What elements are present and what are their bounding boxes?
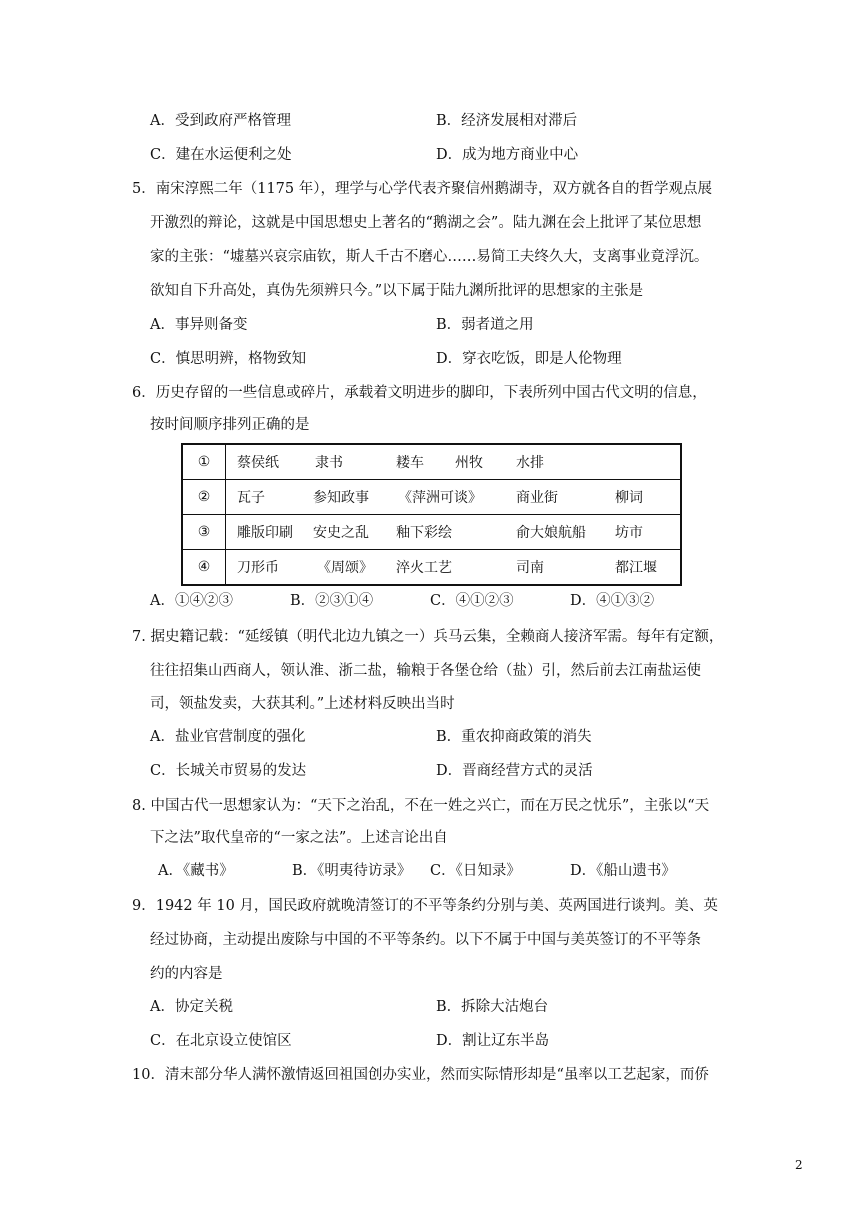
q5-stem-line-1: 5．南宋淳熙二年（1175 年），理学与心学代表齐聚信州鹅湖寺，双方就各自的哲学观点展	[132, 181, 712, 197]
table-cell: 釉下彩绘	[396, 525, 452, 541]
q4-option-d: D．成为地方商业中心	[436, 147, 579, 163]
q5-option-a: A．事异则备变	[150, 317, 248, 333]
table-cell: 州牧	[455, 455, 483, 471]
q5-option-b: B．弱者道之用	[436, 317, 534, 333]
q7-option-d: D．晋商经营方式的灵活	[436, 763, 593, 779]
table-row-content	[226, 444, 682, 480]
q9-stem-line-2: 经过协商，主动提出废除与中国的不平等条约。以下不属于中国与美英签订的不平等条	[150, 932, 701, 948]
table-row-content	[226, 515, 682, 550]
table-cell: 刀形币	[237, 560, 279, 576]
q6-info-table	[181, 443, 682, 586]
q8-option-d: D．《船山遗书》	[570, 863, 676, 879]
q9-option-a: A．协定关税	[150, 999, 233, 1015]
q9-option-c: C．在北京设立使馆区	[150, 1033, 292, 1049]
q9-stem-line-1: 9．1942 年 10 月，国民政府就晚清签订的不平等条约分别与美、英两国进行谈判。美、英	[132, 898, 718, 914]
q7-stem-line-2: 往往招集山西商人，领认淮、浙二盐，输粮于各堡仓给（盐）引，然后前去江南盐运使	[150, 663, 701, 679]
q4-option-b: B．经济发展相对滞后	[436, 113, 578, 129]
q7-stem-line-1: 7. 据史籍记载：“延绥镇（明代北边九镇之一）兵马云集，全赖商人接济军需。每年有定额，	[132, 629, 724, 645]
q5-stem-line-4: 欲知自下升高处，真伪先须辨只今。”以下属于陆九渊所批评的思想家的主张是	[150, 283, 644, 299]
table-cell: 淬火工艺	[396, 560, 452, 576]
q9-option-d: D．割让辽东半岛	[436, 1033, 550, 1049]
table-cell: 参知政事	[313, 490, 369, 506]
table-cell: 水排	[516, 455, 544, 471]
table-row-content	[226, 550, 682, 586]
q7-option-a: A．盐业官营制度的强化	[150, 729, 306, 745]
table-cell: 《萍洲可谈》	[398, 490, 482, 506]
table-row-number: ③	[182, 515, 226, 550]
table-cell: 蔡侯纸	[237, 455, 279, 471]
table-cell: 瓦子	[237, 490, 265, 506]
table-cell: 柳词	[615, 490, 643, 506]
q9-option-b: B．拆除大沽炮台	[436, 999, 549, 1015]
table-cell: 商业街	[516, 490, 558, 506]
table-row-number: ④	[182, 550, 226, 586]
q5-stem-line-2: 开激烈的辩论，这就是中国思想史上著名的“鹅湖之会”。陆九渊在会上批评了某位思想	[150, 215, 702, 231]
table-cell: 《周颂》	[317, 560, 373, 576]
q8-option-b: B．《明夷待访录》	[292, 863, 412, 879]
table-cell: 隶书	[315, 455, 343, 471]
table-row	[182, 515, 681, 550]
table-cell: 雕版印刷	[237, 525, 293, 541]
table-row	[182, 444, 681, 480]
q6-option-a: A．①④②③	[150, 593, 233, 609]
q10-stem-line-1: 10．清末部分华人满怀激情返回祖国创办实业，然而实际情形却是“虽率以工艺起家，而侨	[132, 1067, 709, 1083]
q6-option-b: B．②③①④	[290, 593, 374, 609]
q5-stem-line-3: 家的主张：“墟墓兴哀宗庙钦，斯人千古不磨心……易简工夫终久大，支离事业竟浮沉。	[150, 249, 709, 265]
q6-stem-line-2: 按时间顺序排列正确的是	[150, 417, 310, 433]
q5-option-d: D．穿衣吃饭，即是人伦物理	[436, 351, 622, 367]
table-row-content	[226, 480, 682, 515]
q6-option-c: C．④①②③	[430, 593, 514, 609]
table-cell: 安史之乱	[313, 525, 369, 541]
table-cell: 耧车	[396, 455, 424, 471]
q5-option-c: C．慎思明辨，格物致知	[150, 351, 307, 367]
table-row	[182, 550, 681, 586]
q7-stem-line-3: 司，领盐发卖，大获其利。”上述材料反映出当时	[150, 696, 455, 712]
table-cell: 都江堰	[615, 560, 657, 576]
q4-option-c: C．建在水运便利之处	[150, 147, 292, 163]
q8-option-a: A．《藏书》	[158, 863, 234, 879]
table-cell: 俞大娘航船	[516, 525, 586, 541]
q7-option-b: B．重农抑商政策的消失	[436, 729, 592, 745]
table-row-number: ②	[182, 480, 226, 515]
page-number: 2	[795, 1158, 803, 1172]
q8-stem-line-2: 下之法”取代皇帝的“一家之法”。上述言论出自	[150, 830, 448, 846]
table-cell: 坊市	[615, 525, 643, 541]
table-row	[182, 480, 681, 515]
table-row-number: ①	[182, 444, 226, 480]
q8-stem-line-1: 8. 中国古代一思想家认为：“天下之治乱，不在一姓之兴亡，而在万民之忧乐”，主张以“天	[132, 798, 710, 814]
table-cell: 司南	[516, 560, 544, 576]
q7-option-c: C．长城关市贸易的发达	[150, 763, 307, 779]
q4-option-a: A．受到政府严格管理	[150, 113, 291, 129]
q6-stem-line-1: 6．历史存留的一些信息或碎片，承载着文明进步的脚印，下表所列中国古代文明的信息，	[132, 385, 707, 401]
q8-option-c: C．《日知录》	[430, 863, 521, 879]
q9-stem-line-3: 约的内容是	[150, 966, 223, 982]
q6-option-d: D．④①③②	[570, 593, 655, 609]
